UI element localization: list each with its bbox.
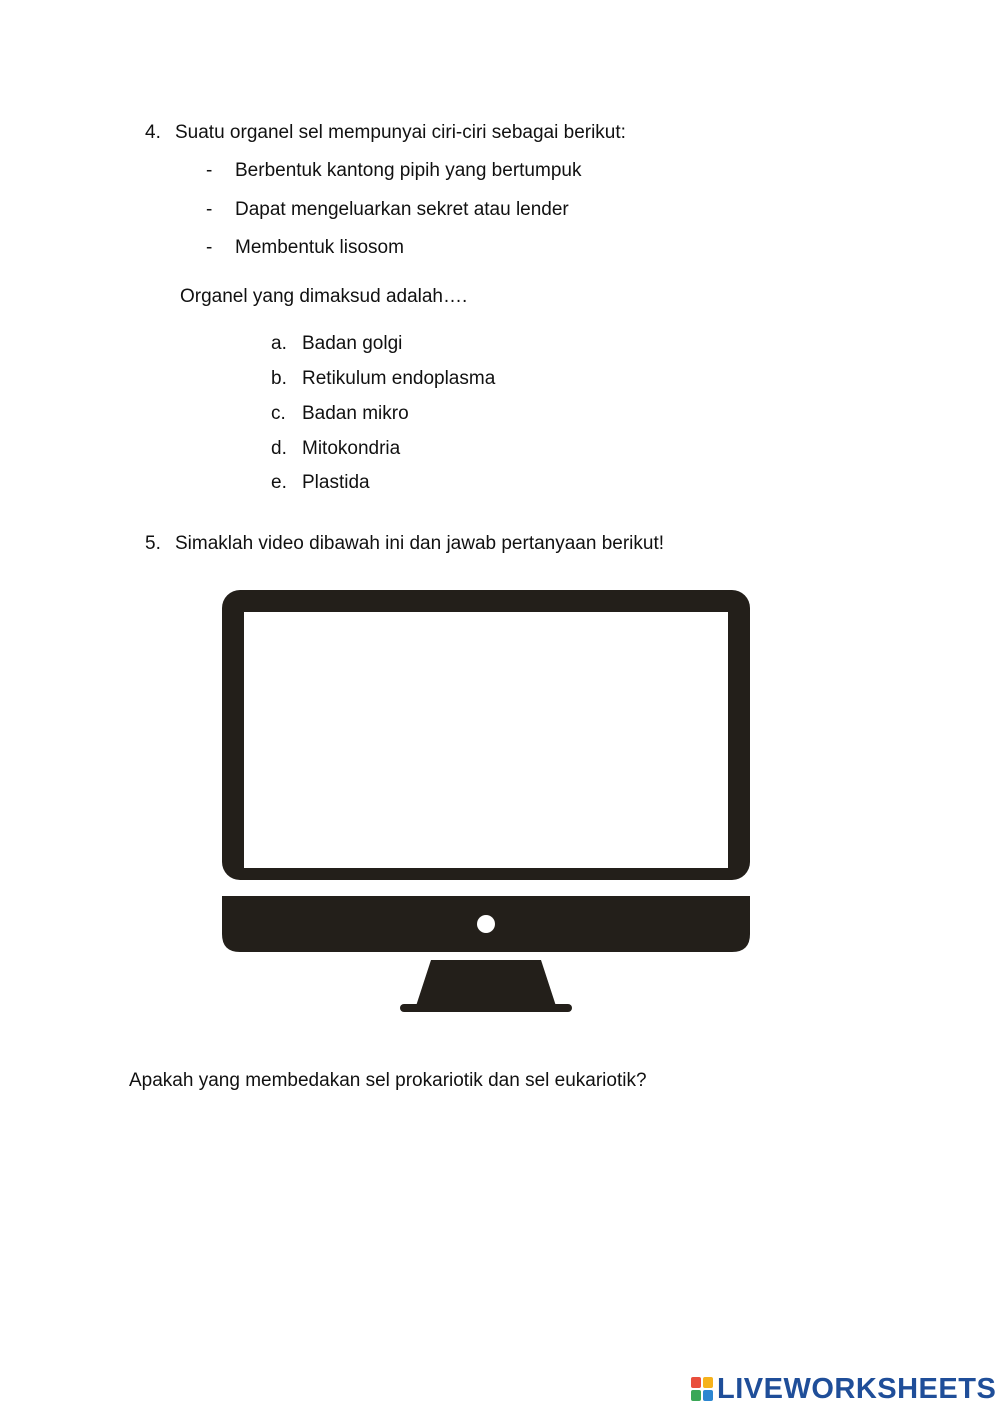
bullet-dash: - bbox=[206, 199, 213, 220]
bullet-item: Berbentuk kantong pipih yang bertumpuk bbox=[235, 160, 582, 181]
monitor-base bbox=[400, 1004, 572, 1012]
question-5-text: Simaklah video dibawah ini dan jawab pertanyaan berikut! bbox=[175, 533, 665, 554]
option-c[interactable]: Badan mikro bbox=[302, 403, 409, 424]
liveworksheets-logo-icon bbox=[691, 1377, 713, 1401]
option-b[interactable]: Retikulum endoplasma bbox=[302, 368, 496, 389]
option-d-letter: d. bbox=[271, 438, 287, 459]
option-c-letter: c. bbox=[271, 403, 286, 424]
liveworksheets-logo[interactable] bbox=[691, 1374, 996, 1404]
bullet-dash: - bbox=[206, 160, 213, 181]
bullet-dash: - bbox=[206, 237, 213, 258]
option-d[interactable]: Mitokondria bbox=[302, 438, 401, 459]
monitor-screen bbox=[244, 612, 728, 868]
logo-text: LIVEWORKSHEETS bbox=[717, 1372, 997, 1405]
bullet-item: Dapat mengeluarkan sekret atau lender bbox=[235, 199, 569, 220]
follow-up-question: Apakah yang membedakan sel prokariotik dan sel eukariotik? bbox=[129, 1070, 647, 1091]
option-b-letter: b. bbox=[271, 368, 287, 389]
question-5-number: 5. bbox=[145, 533, 161, 554]
option-a[interactable]: Badan golgi bbox=[302, 333, 403, 354]
question-4-prompt: Organel yang dimaksud adalah…. bbox=[180, 286, 468, 307]
monitor-stand bbox=[416, 960, 556, 1006]
bullet-item: Membentuk lisosom bbox=[235, 237, 404, 258]
option-a-letter: a. bbox=[271, 333, 287, 354]
monitor-icon[interactable] bbox=[218, 586, 754, 1018]
power-button bbox=[477, 915, 495, 933]
question-4-number: 4. bbox=[145, 122, 161, 143]
option-e-letter: e. bbox=[271, 472, 287, 493]
option-e[interactable]: Plastida bbox=[302, 472, 370, 493]
question-4-text: Suatu organel sel mempunyai ciri-ciri sebagai berikut: bbox=[175, 122, 626, 143]
